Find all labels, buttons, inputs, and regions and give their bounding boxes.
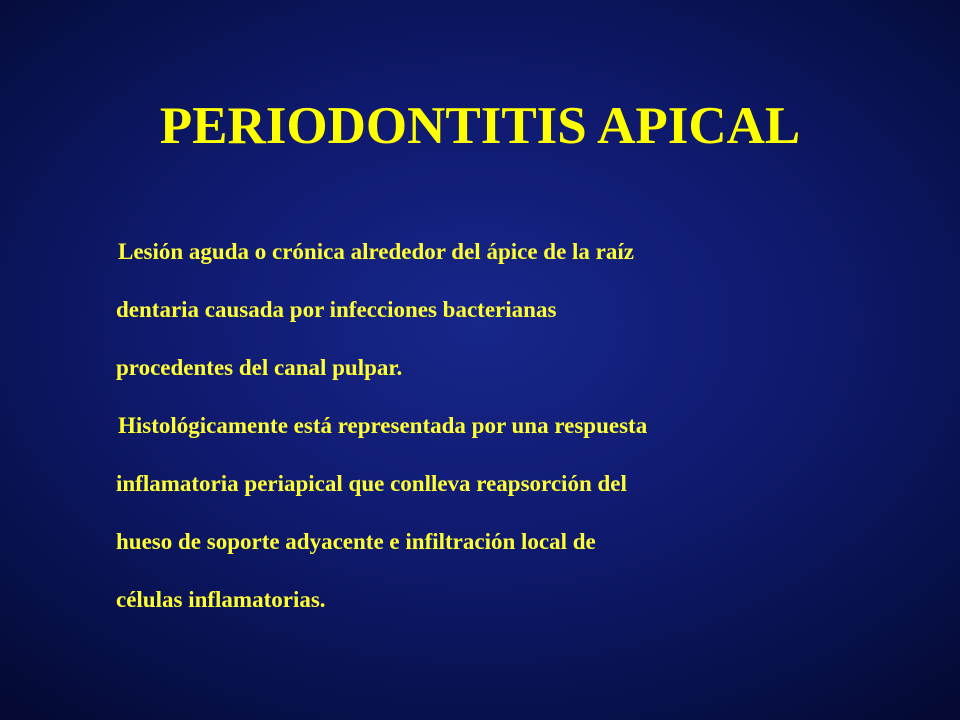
paragraph-line: Lesión aguda o crónica alrededor del ápice de la raíz	[118, 239, 634, 264]
paragraph-histology	[118, 397, 878, 629]
paragraph-line: Histológicamente está representada por una respuesta	[118, 413, 648, 438]
paragraph-definition	[118, 223, 878, 397]
paragraph-line: inflamatoria periapical que conlleva reapsorción del	[116, 471, 627, 496]
paragraph-line: células inflamatorias.	[116, 587, 326, 612]
paragraph-line: hueso de soporte adyacente e infiltración local de	[116, 529, 596, 554]
slide-title: PERIODONTITIS APICAL	[159, 97, 801, 155]
paragraph-line: procedentes del canal pulpar.	[116, 355, 403, 380]
paragraph-line: dentaria causada por infecciones bacterianas	[116, 297, 557, 322]
